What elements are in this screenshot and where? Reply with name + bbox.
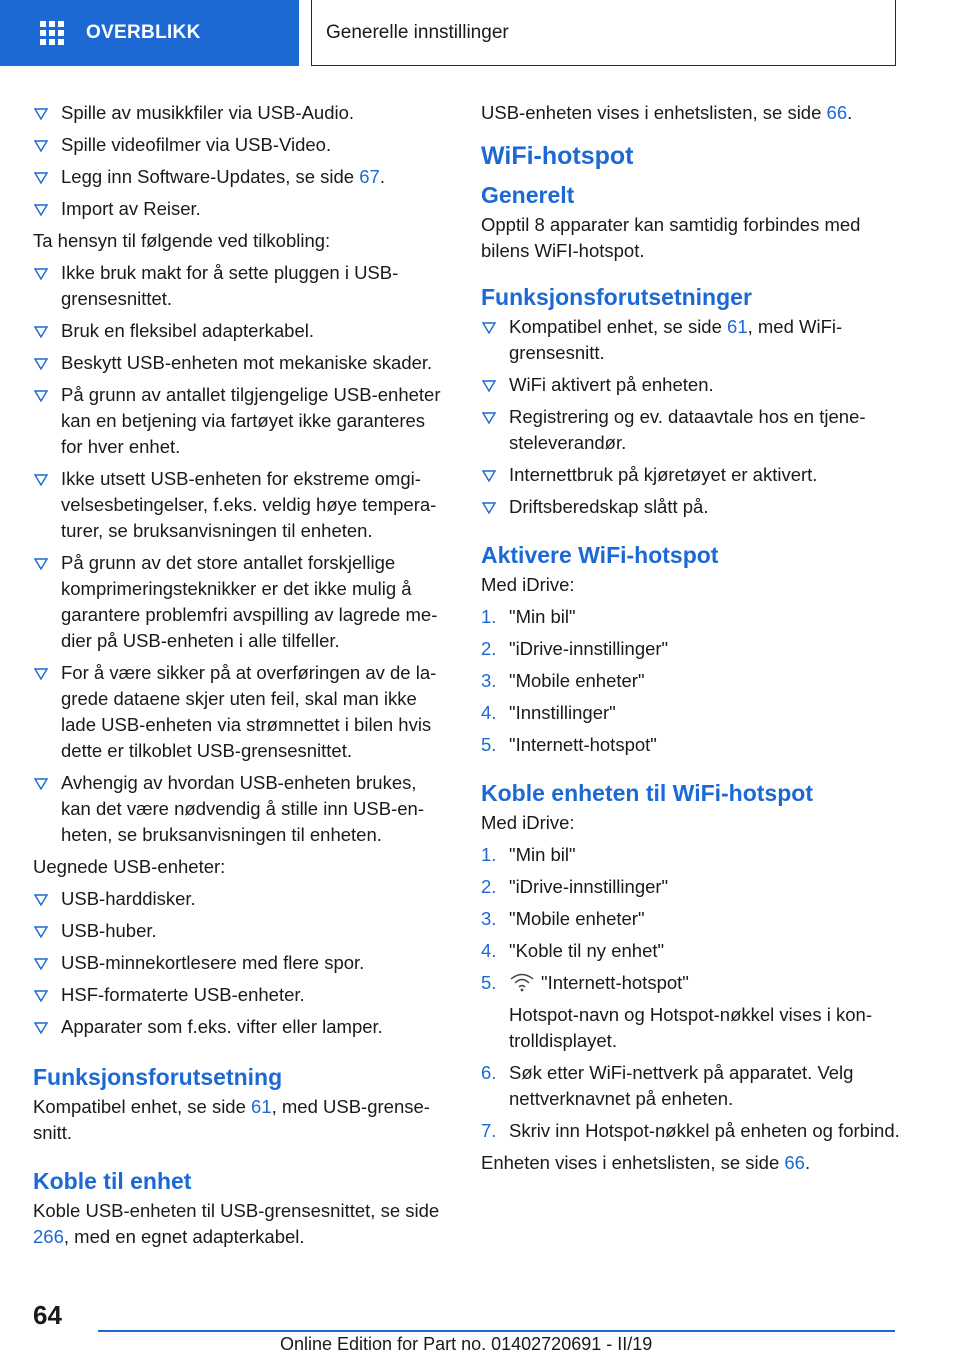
wifi-icon [509,972,535,992]
step-number: 3. [481,670,497,691]
connect-hotspot-heading: Koble enheten til WiFi-hotspot [481,780,813,806]
triangle-bullet-icon [34,140,48,152]
list-item: Driftsberedskap slått på. [481,494,901,520]
unsuitable-bullet-list [33,886,451,1040]
triangle-bullet-icon [482,380,496,392]
list-item: Apparater som f.eks. vifter eller lamper. [33,1014,451,1040]
activate-hotspot-heading: Aktivere WiFi-hotspot [481,542,719,568]
list-item: Bruk en fleksibel adapterkabel. [33,318,451,344]
step-number: 4. [481,702,497,723]
note-bullet-list [33,260,451,848]
right-column [481,100,901,1182]
list-item: 4. "Koble til ny enhet" [481,938,901,964]
triangle-bullet-icon [482,322,496,334]
list-item: 6. Søk etter WiFi-nettverk på apparatet. Velg nettverknavnet på enheten. [481,1062,854,1109]
activate-intro: Med iDrive: [481,574,575,595]
list-item: Internettbruk på kjøretøyet er aktivert. [481,462,901,488]
overview-tab[interactable] [0,0,299,66]
requirement-heading: Funksjonsforutsetning [33,1064,283,1090]
general-text: Opptil 8 apparater kan samtidig forbindes med bilens WiFI-hotspot. [481,214,861,261]
step-number: 2. [481,638,497,659]
left-column [33,100,451,1256]
list-item: 7. Skriv inn Hotspot-nøkkel på enheten og forbind. [481,1118,901,1144]
triangle-bullet-icon [34,668,48,680]
list-item: 5. "Internett-hotspot" Hotspot-navn og Hotspot-nøkkel vises i kontrolldisplayet. [481,970,901,1054]
list-item: Spille av musikkfiler via USB-Audio. [33,100,451,126]
triangle-bullet-icon [482,470,496,482]
step-number: 5. [481,972,497,993]
triangle-bullet-icon [34,778,48,790]
list-item: Registrering og ev. dataavtale hos en tjenesteleverandør. [481,404,901,456]
list-item: Avhengig av hvordan USB-enheten brukes, kan det være nødvendig å stille inn USB-enheten, se bruksanvisningen til enheten. [33,770,451,848]
list-item: USB-minnekortlesere med flere spor. [33,950,451,976]
list-item: Import av Reiser. [33,196,451,222]
step-number: 1. [481,844,497,865]
list-item: På grunn av det store antallet forskjellige komprimeringsteknikker er det ikke mulig å garantere problemfri avspilling av lagrede medier på USB-enheten i alle tilfeller. [33,550,451,654]
requirements-bullet-list [481,314,901,520]
page-link[interactable]: 61 [727,316,748,337]
list-item: 2. "iDrive-innstillinger" [481,874,901,900]
list-item: USB-harddisker. [33,886,451,912]
list-item: På grunn av antallet tilgjengelige USB-enheter kan en betjening via fartøyet ikke garanteres for hver enhet. [33,382,451,460]
page-link[interactable]: 66 [826,102,848,123]
requirements-heading: Funksjonsforutsetninger [481,284,752,310]
connect-steps-list [481,842,901,1144]
list-item: USB-huber. [33,918,451,944]
list-item: HSF-formaterte USB-enheter. [33,982,451,1008]
step-number: 7. [481,1120,497,1141]
list-item: 2. "iDrive-innstillinger" [481,636,901,662]
connect-device-text: Koble USB-enheten til USB-grensesnittet, se side 266, med en egnet adapterkabel. [33,1200,440,1247]
connect-intro: Med iDrive: [481,812,575,833]
triangle-bullet-icon [34,358,48,370]
footer-divider [98,1330,895,1332]
page-number: 64 [33,1300,62,1330]
step-sub-text: Hotspot-navn og Hotspot-nøkkel vises i kontrolldisplayet. [509,1004,872,1051]
step-number: 6. [481,1062,497,1083]
general-heading: Generelt [481,182,575,208]
list-item: Beskytt USB-enheten mot mekaniske skader. [33,350,451,376]
triangle-bullet-icon [34,894,48,906]
list-item: WiFi aktivert på enheten. [481,372,901,398]
list-item: 3. "Mobile enheter" [481,906,901,932]
triangle-bullet-icon [482,502,496,514]
triangle-bullet-icon [34,172,48,184]
list-item: Spille videofilmer via USB-Video. [33,132,451,158]
grid-icon [40,21,66,45]
step-number: 5. [481,734,497,755]
triangle-bullet-icon [34,926,48,938]
list-item: 5. "Internett-hotspot" [481,732,901,758]
intro-bullet-list [33,100,451,222]
edition-text: Online Edition for Part no. 01402720691 - II/19 [280,1334,653,1354]
list-item: 4. "Innstillinger" [481,700,901,726]
usb-list-text: USB-enheten vises i enhetslisten, se side 66. [481,102,853,123]
triangle-bullet-icon [34,204,48,216]
page-link[interactable]: 266 [33,1226,64,1247]
page-header [0,0,960,66]
list-item: Ikke utsett USB-enheten for ekstreme omgivelsesbetingelser, f.eks. veldig høye temperaturer, se bruksanvisningen til enheten. [33,466,451,544]
triangle-bullet-icon [34,268,48,280]
connect-device-heading: Koble til enhet [33,1168,192,1194]
triangle-bullet-icon [34,990,48,1002]
page-link[interactable]: 67 [359,166,380,187]
triangle-bullet-icon [34,958,48,970]
step-number: 1. [481,606,497,627]
list-item: 1. "Min bil" [481,842,901,868]
triangle-bullet-icon [34,108,48,120]
unsuitable-heading: Uegnede USB-enheter: [33,856,226,877]
triangle-bullet-icon [34,390,48,402]
page-link[interactable]: 61 [251,1096,272,1117]
overview-tab-label: OVERBLIKK [86,22,201,43]
list-item: For å være sikker på at overføringen av de lagrede dataene skjer uten feil, skal man ikke lade USB-enheten via strømnettet i bilen hvis dette er tilkoblet USB-grensesnittet. [33,660,451,764]
list-item: Ikke bruk makt for å sette pluggen i USB-grensesnittet. [33,260,451,312]
requirement-text: Kompatibel enhet, se side 61, med USB-grensesnitt. [33,1096,430,1143]
triangle-bullet-icon [34,474,48,486]
list-item: 3. "Mobile enheter" [481,668,901,694]
triangle-bullet-icon [34,558,48,570]
step-number: 3. [481,908,497,929]
list-item: Legg inn Software-Updates, se side 67. [33,164,451,190]
section-title: Generelle innstillinger [311,0,896,66]
wifi-hotspot-heading: WiFi-hotspot [481,142,634,170]
list-item: 1. "Min bil" [481,604,901,630]
note-heading: Ta hensyn til følgende ved tilkobling: [33,230,331,251]
device-list-text: Enheten vises i enhetslisten, se side 66. [481,1152,811,1173]
triangle-bullet-icon [34,326,48,338]
triangle-bullet-icon [482,412,496,424]
step-number: 4. [481,940,497,961]
page-link[interactable]: 66 [784,1152,805,1173]
list-item: Kompatibel enhet, se side 61, med WiFi-grensesnitt. [481,314,901,366]
activate-steps-list [481,604,901,758]
step-number: 2. [481,876,497,897]
triangle-bullet-icon [34,1022,48,1034]
